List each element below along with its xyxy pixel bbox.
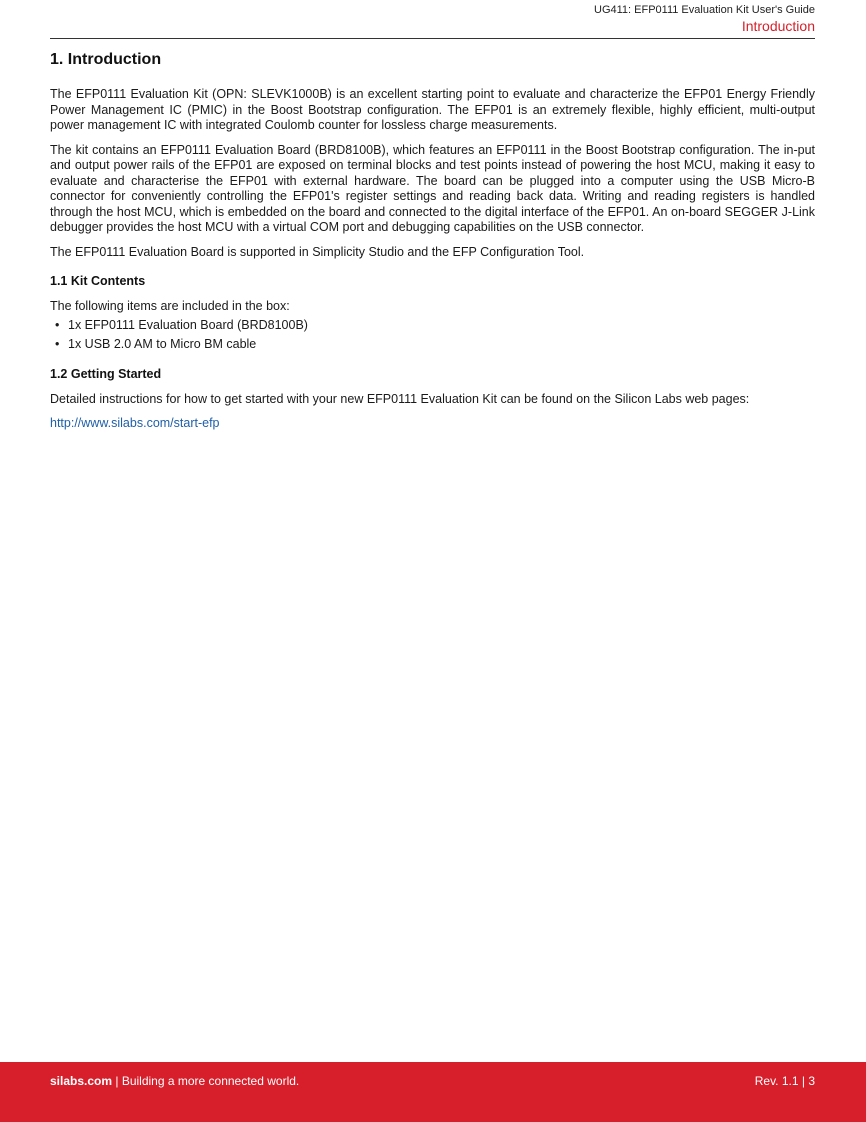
page-header [594, 4, 815, 35]
kit-contents-intro: The following items are included in the box: [50, 299, 290, 313]
getting-started-text: Detailed instructions for how to get started with your new EFP0111 Evaluation Kit can be found on the Silicon Labs web pages: [50, 391, 750, 406]
intro-paragraph-2: The kit contains an EFP0111 Evaluation Board (BRD8100B), which features an EFP0111 in the Boost Bootstrap configuration. The in-put and output power rails of the EFP01 are exposed on terminal blocks and test points instead of powering the host MCU, making it easy to evaluate and characterise the EFP01 with external hardware. The board can be plugged into a computer using the USB Micro-B connector for conveniently controlling the EFP01's register settings and reading back data. Writing and reading registers is handled through the host MCU, which is embedded on the board and connected to the digital interface of the EFP01. An on-board SEGGER J-Link debugger provides the host MCU with a virtual COM port and debugging capabilities on the USB connector. [50, 142, 815, 234]
footer-page-info: Rev. 1.1 | 3 [754, 1074, 815, 1088]
getting-started-heading: 1.2 Getting Started [50, 366, 162, 381]
footer-site-link[interactable]: silabs.com [50, 1074, 113, 1088]
footer-tagline: | Building a more connected world. [112, 1074, 300, 1088]
footer-left [50, 1074, 299, 1088]
start-efp-link[interactable]: http://www.silabs.com/start-efp [50, 416, 220, 430]
list-item: • 1x USB 2.0 AM to Micro BM cable [50, 337, 815, 353]
page-title: 1. Introduction [50, 51, 162, 68]
header-divider [50, 38, 815, 39]
section-name: Introduction [741, 18, 815, 34]
list-item: • 1x EFP0111 Evaluation Board (BRD8100B) [50, 318, 815, 334]
intro-paragraph-3: The EFP0111 Evaluation Board is supported in Simplicity Studio and the EFP Configuration Tool. [50, 244, 585, 259]
kit-contents-heading: 1.1 Kit Contents [50, 274, 146, 288]
document-title: UG411: EFP0111 Evaluation Kit User's Guide [594, 4, 815, 16]
main-content [50, 50, 815, 441]
getting-started-link-row [50, 416, 815, 432]
kit-contents-list [50, 318, 815, 353]
page-footer [0, 1062, 866, 1122]
intro-paragraph-1: The EFP0111 Evaluation Kit (OPN: SLEVK1000B) is an excellent starting point to evaluate and characterize the EFP01 Energy Friendly Power Management IC (PMIC) in the Boost Bootstrap configuration. The EFP01 is an extremely flexible, highly efficient, multi-output power management IC with integrated Coulomb counter for lossless charge measurements. [50, 87, 815, 132]
